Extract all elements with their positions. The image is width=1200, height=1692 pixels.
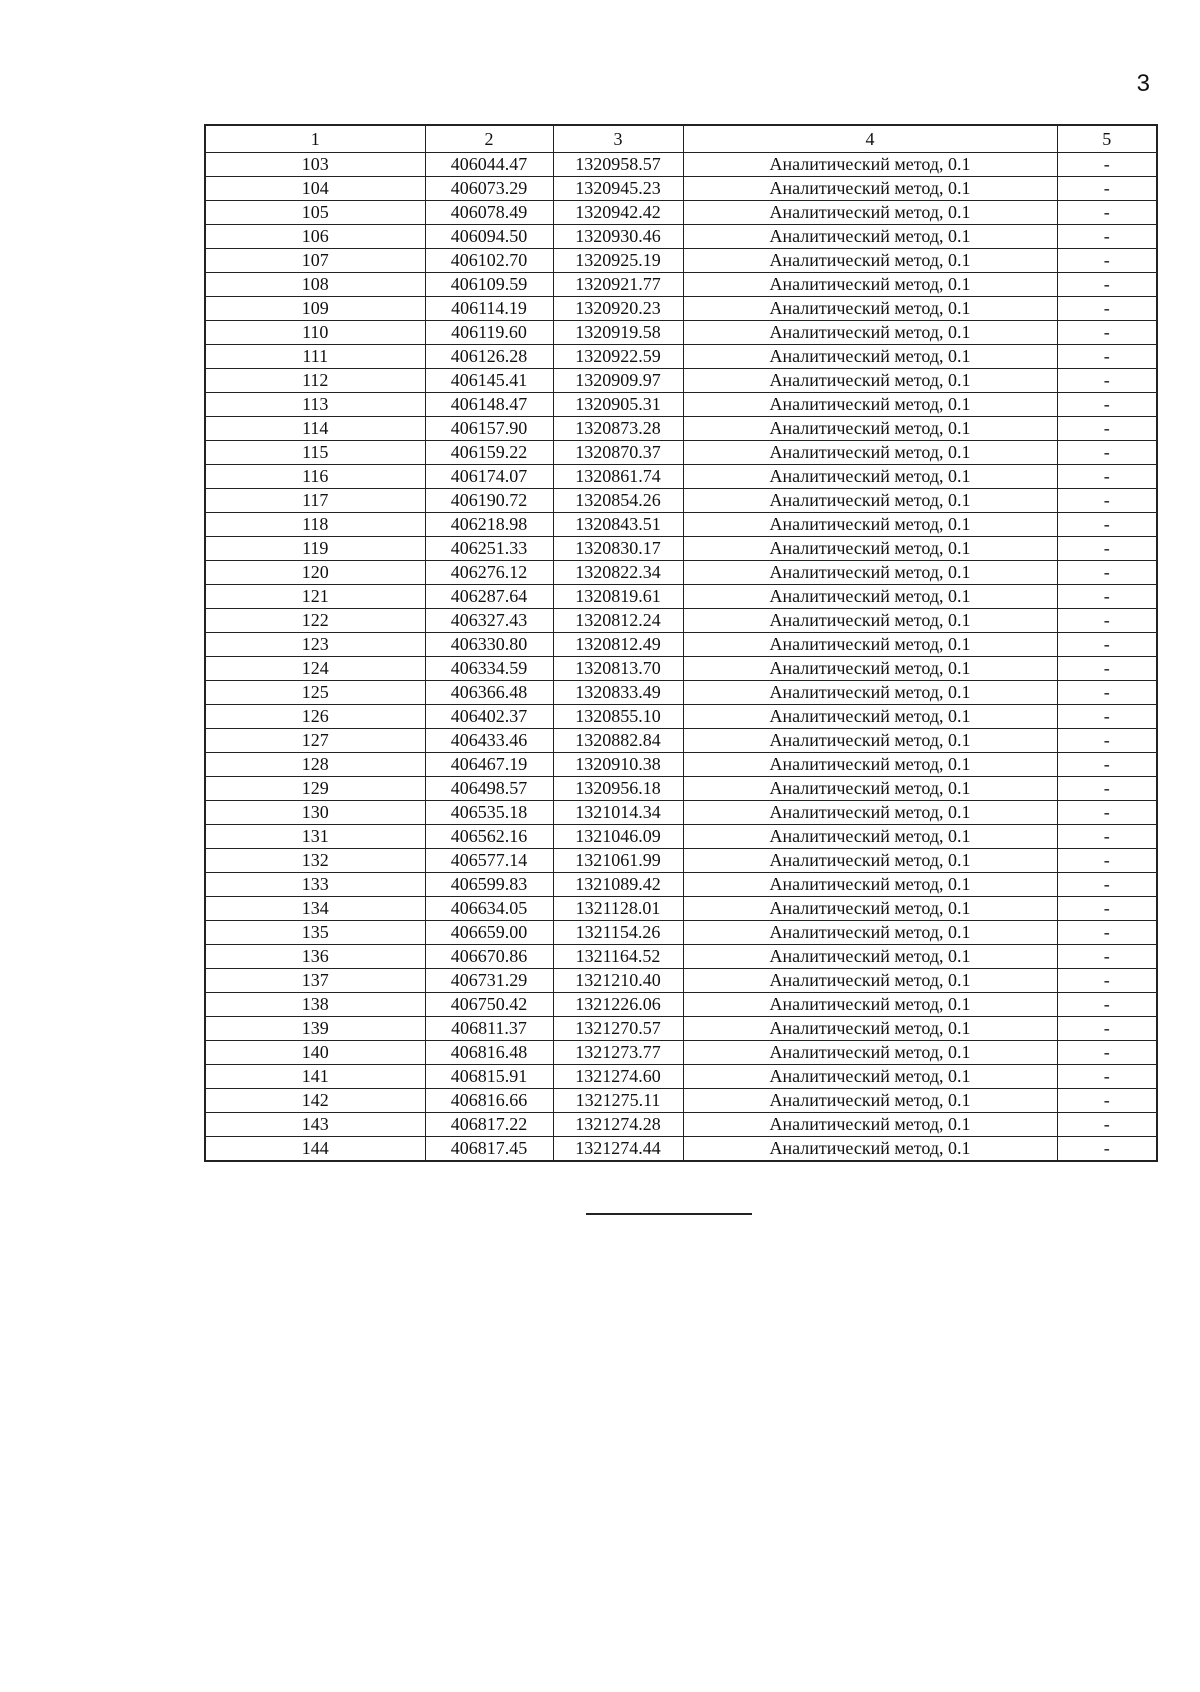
description-cell: -	[1057, 249, 1157, 273]
x-coordinate-cell: 406670.86	[425, 945, 553, 969]
y-coordinate-cell: 1321275.11	[553, 1089, 683, 1113]
point-number-cell: 137	[205, 969, 425, 993]
point-number-cell: 143	[205, 1113, 425, 1137]
x-coordinate-cell: 406078.49	[425, 201, 553, 225]
description-cell: -	[1057, 609, 1157, 633]
description-cell: -	[1057, 705, 1157, 729]
method-accuracy-cell: Аналитический метод, 0.1	[683, 249, 1057, 273]
table-header-row	[205, 125, 1157, 153]
x-coordinate-cell: 406535.18	[425, 801, 553, 825]
description-cell: -	[1057, 945, 1157, 969]
y-coordinate-cell: 1320812.24	[553, 609, 683, 633]
description-cell: -	[1057, 177, 1157, 201]
table-body	[205, 153, 1157, 1162]
point-number-cell: 115	[205, 441, 425, 465]
method-accuracy-cell: Аналитический метод, 0.1	[683, 849, 1057, 873]
x-coordinate-cell: 406102.70	[425, 249, 553, 273]
table-row	[205, 945, 1157, 969]
point-number-cell: 125	[205, 681, 425, 705]
x-coordinate-cell: 406815.91	[425, 1065, 553, 1089]
y-coordinate-cell: 1320930.46	[553, 225, 683, 249]
table-row	[205, 201, 1157, 225]
table-row	[205, 969, 1157, 993]
table-row	[205, 249, 1157, 273]
description-cell: -	[1057, 1017, 1157, 1041]
y-coordinate-cell: 1321210.40	[553, 969, 683, 993]
point-number-cell: 124	[205, 657, 425, 681]
x-coordinate-cell: 406148.47	[425, 393, 553, 417]
table-row	[205, 321, 1157, 345]
y-coordinate-cell: 1320843.51	[553, 513, 683, 537]
description-cell: -	[1057, 657, 1157, 681]
y-coordinate-cell: 1320822.34	[553, 561, 683, 585]
x-coordinate-cell: 406577.14	[425, 849, 553, 873]
point-number-cell: 116	[205, 465, 425, 489]
y-coordinate-cell: 1320910.38	[553, 753, 683, 777]
table-row	[205, 633, 1157, 657]
y-coordinate-cell: 1320920.23	[553, 297, 683, 321]
table-row	[205, 657, 1157, 681]
table-row	[205, 1041, 1157, 1065]
description-cell: -	[1057, 345, 1157, 369]
method-accuracy-cell: Аналитический метод, 0.1	[683, 513, 1057, 537]
y-coordinate-cell: 1321089.42	[553, 873, 683, 897]
method-accuracy-cell: Аналитический метод, 0.1	[683, 945, 1057, 969]
table-row	[205, 897, 1157, 921]
description-cell: -	[1057, 417, 1157, 441]
y-coordinate-cell: 1320909.97	[553, 369, 683, 393]
method-accuracy-cell: Аналитический метод, 0.1	[683, 1065, 1057, 1089]
method-accuracy-cell: Аналитический метод, 0.1	[683, 633, 1057, 657]
point-number-cell: 112	[205, 369, 425, 393]
point-number-cell: 109	[205, 297, 425, 321]
y-coordinate-cell: 1321273.77	[553, 1041, 683, 1065]
point-number-cell: 140	[205, 1041, 425, 1065]
point-number-cell: 105	[205, 201, 425, 225]
x-coordinate-cell: 406157.90	[425, 417, 553, 441]
x-coordinate-cell: 406327.43	[425, 609, 553, 633]
description-cell: -	[1057, 873, 1157, 897]
y-coordinate-cell: 1320958.57	[553, 153, 683, 177]
x-coordinate-cell: 406817.22	[425, 1113, 553, 1137]
description-cell: -	[1057, 441, 1157, 465]
point-number-cell: 108	[205, 273, 425, 297]
column-header-4: 4	[683, 125, 1057, 153]
y-coordinate-cell: 1320833.49	[553, 681, 683, 705]
description-cell: -	[1057, 513, 1157, 537]
table-row	[205, 609, 1157, 633]
x-coordinate-cell: 406731.29	[425, 969, 553, 993]
method-accuracy-cell: Аналитический метод, 0.1	[683, 1017, 1057, 1041]
method-accuracy-cell: Аналитический метод, 0.1	[683, 441, 1057, 465]
y-coordinate-cell: 1321128.01	[553, 897, 683, 921]
point-number-cell: 139	[205, 1017, 425, 1041]
method-accuracy-cell: Аналитический метод, 0.1	[683, 321, 1057, 345]
table-row	[205, 1065, 1157, 1089]
description-cell: -	[1057, 753, 1157, 777]
description-cell: -	[1057, 921, 1157, 945]
description-cell: -	[1057, 537, 1157, 561]
table-row	[205, 1017, 1157, 1041]
method-accuracy-cell: Аналитический метод, 0.1	[683, 1113, 1057, 1137]
x-coordinate-cell: 406119.60	[425, 321, 553, 345]
table-row	[205, 465, 1157, 489]
description-cell: -	[1057, 777, 1157, 801]
table-row	[205, 441, 1157, 465]
point-number-cell: 132	[205, 849, 425, 873]
y-coordinate-cell: 1320854.26	[553, 489, 683, 513]
y-coordinate-cell: 1321274.60	[553, 1065, 683, 1089]
description-cell: -	[1057, 297, 1157, 321]
method-accuracy-cell: Аналитический метод, 0.1	[683, 1089, 1057, 1113]
table-row	[205, 537, 1157, 561]
x-coordinate-cell: 406159.22	[425, 441, 553, 465]
table-row	[205, 801, 1157, 825]
x-coordinate-cell: 406094.50	[425, 225, 553, 249]
method-accuracy-cell: Аналитический метод, 0.1	[683, 969, 1057, 993]
table-row	[205, 225, 1157, 249]
description-cell: -	[1057, 273, 1157, 297]
table-row	[205, 393, 1157, 417]
point-number-cell: 103	[205, 153, 425, 177]
table-row	[205, 1089, 1157, 1113]
point-number-cell: 122	[205, 609, 425, 633]
y-coordinate-cell: 1320855.10	[553, 705, 683, 729]
method-accuracy-cell: Аналитический метод, 0.1	[683, 801, 1057, 825]
x-coordinate-cell: 406366.48	[425, 681, 553, 705]
x-coordinate-cell: 406562.16	[425, 825, 553, 849]
x-coordinate-cell: 406467.19	[425, 753, 553, 777]
x-coordinate-cell: 406287.64	[425, 585, 553, 609]
y-coordinate-cell: 1320819.61	[553, 585, 683, 609]
y-coordinate-cell: 1321154.26	[553, 921, 683, 945]
point-number-cell: 129	[205, 777, 425, 801]
point-number-cell: 144	[205, 1137, 425, 1162]
table-row	[205, 705, 1157, 729]
table-row	[205, 873, 1157, 897]
point-number-cell: 128	[205, 753, 425, 777]
table-row	[205, 1113, 1157, 1137]
method-accuracy-cell: Аналитический метод, 0.1	[683, 177, 1057, 201]
method-accuracy-cell: Аналитический метод, 0.1	[683, 777, 1057, 801]
column-header-3: 3	[553, 125, 683, 153]
table-row	[205, 849, 1157, 873]
page-number: 3	[1136, 70, 1150, 97]
method-accuracy-cell: Аналитический метод, 0.1	[683, 729, 1057, 753]
table-row	[205, 273, 1157, 297]
method-accuracy-cell: Аналитический метод, 0.1	[683, 153, 1057, 177]
table-row	[205, 369, 1157, 393]
description-cell: -	[1057, 585, 1157, 609]
description-cell: -	[1057, 1113, 1157, 1137]
y-coordinate-cell: 1321226.06	[553, 993, 683, 1017]
x-coordinate-cell: 406251.33	[425, 537, 553, 561]
y-coordinate-cell: 1320905.31	[553, 393, 683, 417]
y-coordinate-cell: 1320922.59	[553, 345, 683, 369]
x-coordinate-cell: 406330.80	[425, 633, 553, 657]
method-accuracy-cell: Аналитический метод, 0.1	[683, 537, 1057, 561]
description-cell: -	[1057, 321, 1157, 345]
point-number-cell: 138	[205, 993, 425, 1017]
method-accuracy-cell: Аналитический метод, 0.1	[683, 1041, 1057, 1065]
method-accuracy-cell: Аналитический метод, 0.1	[683, 225, 1057, 249]
y-coordinate-cell: 1321061.99	[553, 849, 683, 873]
method-accuracy-cell: Аналитический метод, 0.1	[683, 993, 1057, 1017]
method-accuracy-cell: Аналитический метод, 0.1	[683, 345, 1057, 369]
point-number-cell: 136	[205, 945, 425, 969]
method-accuracy-cell: Аналитический метод, 0.1	[683, 369, 1057, 393]
point-number-cell: 141	[205, 1065, 425, 1089]
method-accuracy-cell: Аналитический метод, 0.1	[683, 585, 1057, 609]
table-row	[205, 585, 1157, 609]
point-number-cell: 110	[205, 321, 425, 345]
description-cell: -	[1057, 561, 1157, 585]
y-coordinate-cell: 1320921.77	[553, 273, 683, 297]
description-cell: -	[1057, 465, 1157, 489]
y-coordinate-cell: 1320925.19	[553, 249, 683, 273]
table-row	[205, 993, 1157, 1017]
y-coordinate-cell: 1321046.09	[553, 825, 683, 849]
point-number-cell: 113	[205, 393, 425, 417]
x-coordinate-cell: 406402.37	[425, 705, 553, 729]
method-accuracy-cell: Аналитический метод, 0.1	[683, 705, 1057, 729]
y-coordinate-cell: 1320830.17	[553, 537, 683, 561]
description-cell: -	[1057, 801, 1157, 825]
method-accuracy-cell: Аналитический метод, 0.1	[683, 273, 1057, 297]
y-coordinate-cell: 1321270.57	[553, 1017, 683, 1041]
y-coordinate-cell: 1321274.28	[553, 1113, 683, 1137]
point-number-cell: 131	[205, 825, 425, 849]
column-header-5: 5	[1057, 125, 1157, 153]
method-accuracy-cell: Аналитический метод, 0.1	[683, 921, 1057, 945]
table-row	[205, 921, 1157, 945]
table-row	[205, 297, 1157, 321]
x-coordinate-cell: 406816.48	[425, 1041, 553, 1065]
point-number-cell: 142	[205, 1089, 425, 1113]
x-coordinate-cell: 406145.41	[425, 369, 553, 393]
table-row	[205, 417, 1157, 441]
method-accuracy-cell: Аналитический метод, 0.1	[683, 561, 1057, 585]
description-cell: -	[1057, 729, 1157, 753]
y-coordinate-cell: 1320919.58	[553, 321, 683, 345]
point-number-cell: 133	[205, 873, 425, 897]
point-number-cell: 121	[205, 585, 425, 609]
x-coordinate-cell: 406811.37	[425, 1017, 553, 1041]
description-cell: -	[1057, 825, 1157, 849]
y-coordinate-cell: 1320870.37	[553, 441, 683, 465]
method-accuracy-cell: Аналитический метод, 0.1	[683, 897, 1057, 921]
description-cell: -	[1057, 849, 1157, 873]
table-row	[205, 1137, 1157, 1162]
description-cell: -	[1057, 201, 1157, 225]
point-number-cell: 104	[205, 177, 425, 201]
method-accuracy-cell: Аналитический метод, 0.1	[683, 417, 1057, 441]
description-cell: -	[1057, 993, 1157, 1017]
x-coordinate-cell: 406218.98	[425, 513, 553, 537]
y-coordinate-cell: 1320861.74	[553, 465, 683, 489]
y-coordinate-cell: 1321014.34	[553, 801, 683, 825]
description-cell: -	[1057, 489, 1157, 513]
y-coordinate-cell: 1320882.84	[553, 729, 683, 753]
method-accuracy-cell: Аналитический метод, 0.1	[683, 489, 1057, 513]
x-coordinate-cell: 406126.28	[425, 345, 553, 369]
y-coordinate-cell: 1321164.52	[553, 945, 683, 969]
table-row	[205, 729, 1157, 753]
point-number-cell: 118	[205, 513, 425, 537]
description-cell: -	[1057, 1065, 1157, 1089]
description-cell: -	[1057, 225, 1157, 249]
y-coordinate-cell: 1320956.18	[553, 777, 683, 801]
point-number-cell: 117	[205, 489, 425, 513]
method-accuracy-cell: Аналитический метод, 0.1	[683, 297, 1057, 321]
x-coordinate-cell: 406750.42	[425, 993, 553, 1017]
point-number-cell: 134	[205, 897, 425, 921]
point-number-cell: 130	[205, 801, 425, 825]
table-row	[205, 777, 1157, 801]
x-coordinate-cell: 406634.05	[425, 897, 553, 921]
end-divider-line	[586, 1213, 752, 1215]
x-coordinate-cell: 406817.45	[425, 1137, 553, 1162]
table-row	[205, 681, 1157, 705]
point-number-cell: 123	[205, 633, 425, 657]
point-number-cell: 111	[205, 345, 425, 369]
method-accuracy-cell: Аналитический метод, 0.1	[683, 465, 1057, 489]
description-cell: -	[1057, 1089, 1157, 1113]
description-cell: -	[1057, 969, 1157, 993]
table-row	[205, 345, 1157, 369]
point-number-cell: 114	[205, 417, 425, 441]
table-row	[205, 489, 1157, 513]
x-coordinate-cell: 406109.59	[425, 273, 553, 297]
description-cell: -	[1057, 153, 1157, 177]
point-number-cell: 126	[205, 705, 425, 729]
x-coordinate-cell: 406498.57	[425, 777, 553, 801]
method-accuracy-cell: Аналитический метод, 0.1	[683, 873, 1057, 897]
table-row	[205, 753, 1157, 777]
method-accuracy-cell: Аналитический метод, 0.1	[683, 393, 1057, 417]
table-row	[205, 513, 1157, 537]
description-cell: -	[1057, 1137, 1157, 1162]
x-coordinate-cell: 406073.29	[425, 177, 553, 201]
point-number-cell: 119	[205, 537, 425, 561]
x-coordinate-cell: 406190.72	[425, 489, 553, 513]
description-cell: -	[1057, 369, 1157, 393]
x-coordinate-cell: 406334.59	[425, 657, 553, 681]
x-coordinate-cell: 406599.83	[425, 873, 553, 897]
method-accuracy-cell: Аналитический метод, 0.1	[683, 753, 1057, 777]
y-coordinate-cell: 1320873.28	[553, 417, 683, 441]
point-number-cell: 120	[205, 561, 425, 585]
column-header-2: 2	[425, 125, 553, 153]
x-coordinate-cell: 406659.00	[425, 921, 553, 945]
description-cell: -	[1057, 633, 1157, 657]
coordinates-table	[204, 124, 1158, 1162]
y-coordinate-cell: 1320945.23	[553, 177, 683, 201]
point-number-cell: 106	[205, 225, 425, 249]
x-coordinate-cell: 406174.07	[425, 465, 553, 489]
y-coordinate-cell: 1320813.70	[553, 657, 683, 681]
x-coordinate-cell: 406276.12	[425, 561, 553, 585]
description-cell: -	[1057, 897, 1157, 921]
column-header-1: 1	[205, 125, 425, 153]
point-number-cell: 127	[205, 729, 425, 753]
method-accuracy-cell: Аналитический метод, 0.1	[683, 609, 1057, 633]
method-accuracy-cell: Аналитический метод, 0.1	[683, 825, 1057, 849]
table-row	[205, 825, 1157, 849]
table-row	[205, 177, 1157, 201]
description-cell: -	[1057, 681, 1157, 705]
x-coordinate-cell: 406816.66	[425, 1089, 553, 1113]
point-number-cell: 107	[205, 249, 425, 273]
description-cell: -	[1057, 393, 1157, 417]
y-coordinate-cell: 1320812.49	[553, 633, 683, 657]
method-accuracy-cell: Аналитический метод, 0.1	[683, 681, 1057, 705]
y-coordinate-cell: 1321274.44	[553, 1137, 683, 1162]
method-accuracy-cell: Аналитический метод, 0.1	[683, 657, 1057, 681]
point-number-cell: 135	[205, 921, 425, 945]
description-cell: -	[1057, 1041, 1157, 1065]
table-row	[205, 153, 1157, 177]
y-coordinate-cell: 1320942.42	[553, 201, 683, 225]
x-coordinate-cell: 406114.19	[425, 297, 553, 321]
table-row	[205, 561, 1157, 585]
x-coordinate-cell: 406433.46	[425, 729, 553, 753]
x-coordinate-cell: 406044.47	[425, 153, 553, 177]
method-accuracy-cell: Аналитический метод, 0.1	[683, 201, 1057, 225]
method-accuracy-cell: Аналитический метод, 0.1	[683, 1137, 1057, 1162]
